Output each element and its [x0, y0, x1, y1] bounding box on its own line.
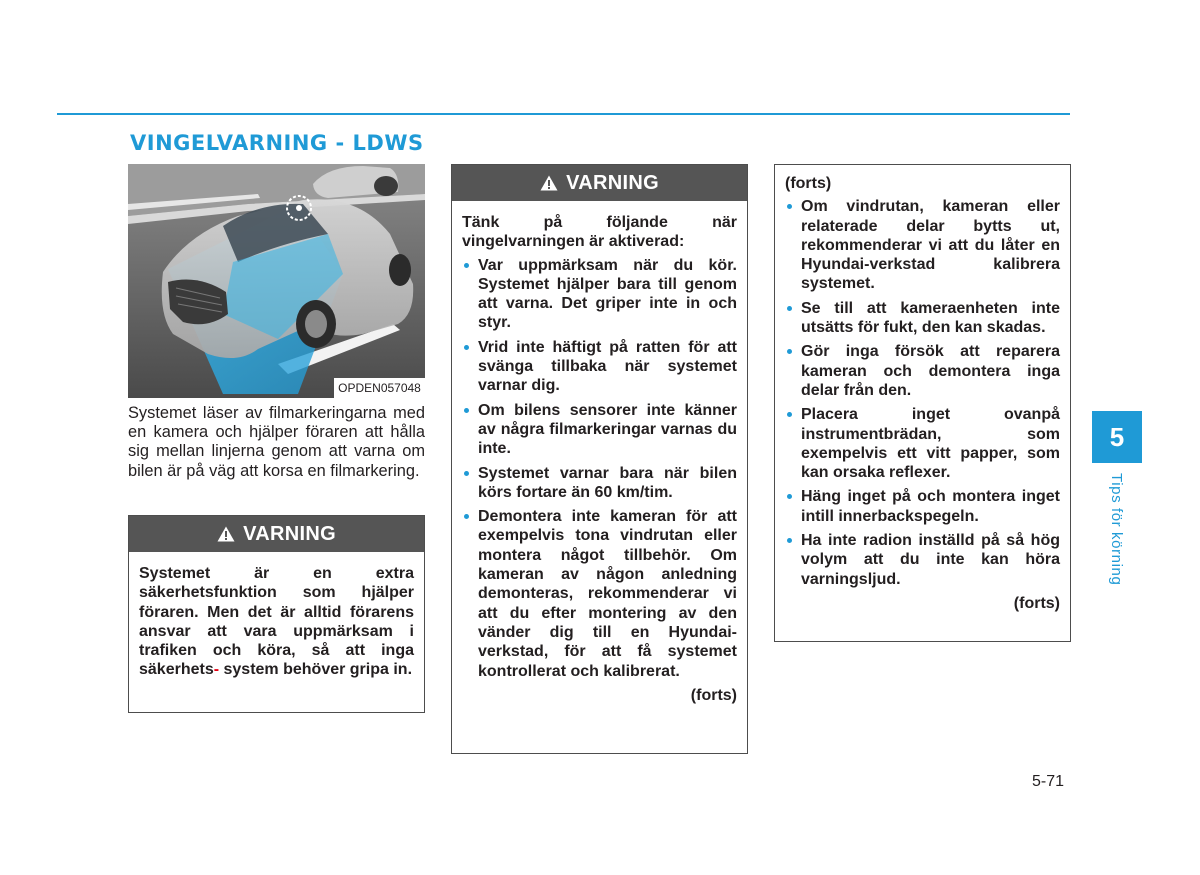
list-item: Var uppmärksam när du kör. Systemet hjälper bara till genom att varna. Det griper inte in och styr.: [462, 256, 737, 333]
list-item: Gör inga försök att reparera kameran och demontera inga delar från den.: [785, 342, 1060, 400]
warning-box-ldws: [451, 164, 748, 754]
continued-label: (forts): [1013, 594, 1060, 612]
continuation-box: [774, 164, 1071, 642]
warning-header: [129, 516, 424, 552]
list-item: Demontera inte kameran för att exempelvis tona vindrutan eller montera något tillbehör. Om kameran av någon anledning demonteras, rekommenderar vi att du efter montering av den vänder dig till en Hyundai-verkstad, för att få systemet kontrollerat och kalibrerat.: [462, 507, 737, 681]
continued-label: (forts): [690, 686, 737, 704]
page-number: 5-71: [1032, 773, 1065, 790]
warning-header: [452, 165, 747, 201]
warning-list: [462, 256, 737, 681]
list-item: Systemet varnar bara när bilen körs fortare än 60 km/tim.: [462, 464, 737, 503]
list-item: Placera inget ovanpå instrumentbrädan, som exempelvis ett vitt papper, som kan orsaka reflexer.: [785, 405, 1060, 482]
warning-box-safety: [128, 515, 425, 713]
warning-title: VARNING: [243, 522, 336, 545]
warning-triangle-icon: [217, 526, 235, 542]
ldws-illustration: [128, 164, 425, 398]
warning-text-main: Systemet är en extra säkerhetsfunktion som hjälper föraren. Men det är alltid förarens ansvar att vara uppmärksam i trafiken och köra, så att inga säkerhets: [139, 565, 414, 679]
warning-text: [139, 564, 414, 680]
continuation-heading: (forts): [785, 175, 832, 192]
list-item: Häng inget på och montera inget intill innerbackspegeln.: [785, 487, 1060, 526]
warning-intro: Tänk på följande när vingelvarningen är aktiverad:: [462, 214, 737, 251]
chapter-label: Tips för körning: [1108, 473, 1125, 586]
continuation-list: [785, 197, 1060, 589]
list-item: Se till att kameraenheten inte utsätts för fukt, den kan skadas.: [785, 299, 1060, 338]
warning-triangle-icon: [540, 175, 558, 191]
header-rule: [57, 113, 1070, 115]
figure-code: OPDEN057048: [334, 378, 425, 398]
chapter-tab: 5: [1092, 411, 1142, 463]
list-item: Om bilens sensorer inte känner av några filmarkeringar varnas du inte.: [462, 401, 737, 459]
warning-title: VARNING: [566, 171, 659, 194]
list-item: Om vindrutan, kameran eller relaterade delar bytts ut, rekommenderar vi att du låter en Hyundai-verkstad kalibrera systemet.: [785, 197, 1060, 293]
warning-text-end: system behöver gripa in.: [223, 661, 413, 679]
intro-paragraph: Systemet läser av filmarkeringarna med en kamera och hjälper föraren att hålla sig mellan linjerna genom att varna om bilen är på väg att korsa en filmarkering.: [128, 404, 425, 480]
list-item: Vrid inte häftigt på ratten för att svänga tillbaka när systemet varnar dig.: [462, 338, 737, 396]
section-title: VINGELVARNING - LDWS: [130, 131, 424, 155]
warning-hyphen: -: [213, 661, 220, 679]
list-item: Ha inte radion inställd på så hög volym att du inte kan höra varningsljud.: [785, 531, 1060, 589]
car-camera-illustration: [128, 164, 425, 398]
